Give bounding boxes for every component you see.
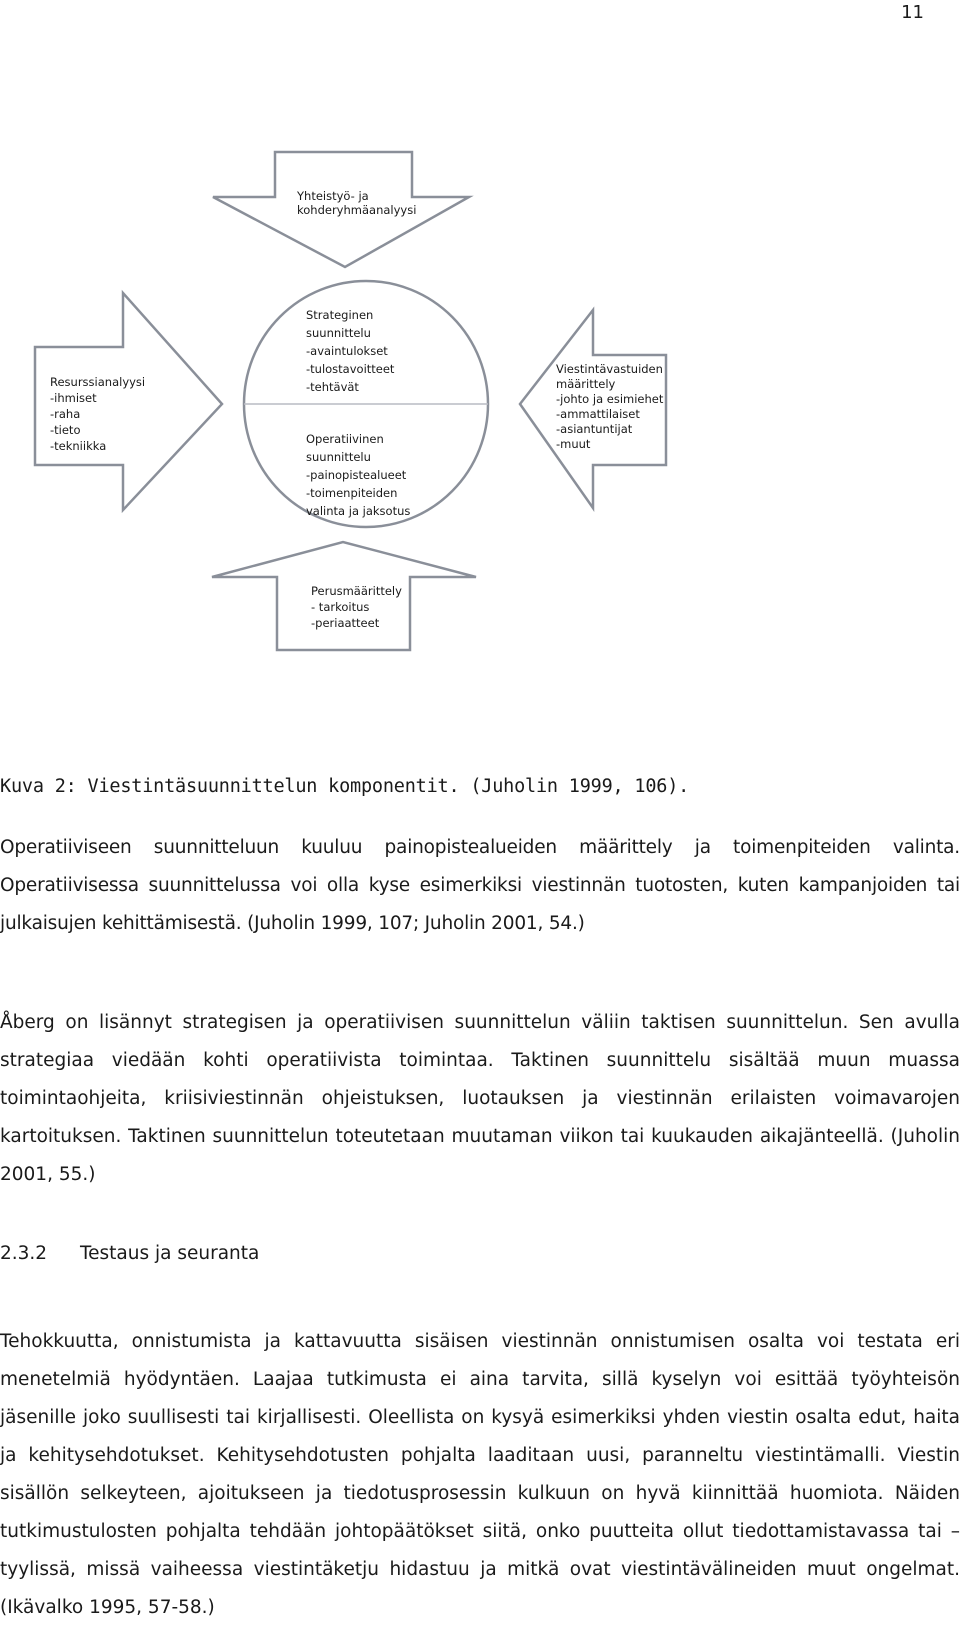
figure-caption: Kuva 2: Viestintäsuunnittelun komponentit. (Juholin 1999, 106). bbox=[0, 776, 690, 797]
section-title: Testaus ja seuranta bbox=[80, 1243, 260, 1264]
left-arrow-line: -raha bbox=[50, 407, 81, 421]
paragraph-tactical-planning: Åberg on lisännyt strategisen ja operatiivisen suunnittelun väliin taktisen suunnittelun. Sen avulla strategiaa viedään kohti operatiivista toimintaa. Taktinen suunnittelu sisältää muun muassa toimintaohjeita, kriisiviestinnän ohjeistuksen, luotauksen ja viestinnän erilaisten voimavarojen kartoituksen. Taktinen suunnittelun toteutetaan muutaman viikon tai kuukauden aikajänteellä. (Juholin 2001, 55.) bbox=[0, 1012, 960, 1185]
page-number: 11 bbox=[901, 2, 924, 23]
bottom-arrow-line: Perusmäärittely bbox=[311, 584, 402, 598]
communication-planning-diagram bbox=[0, 140, 960, 670]
left-arrow-line: -ihmiset bbox=[50, 391, 97, 405]
circle-lower-line: valinta ja jaksotus bbox=[306, 504, 411, 518]
circle-upper-line: -tehtävät bbox=[306, 380, 359, 394]
circle-upper-line: -avaintulokset bbox=[306, 344, 388, 358]
left-arrow-line: -tieto bbox=[50, 423, 81, 437]
circle-lower-line: suunnittelu bbox=[306, 450, 371, 464]
right-arrow-line: -ammattilaiset bbox=[556, 407, 640, 421]
section-number: 2.3.2 bbox=[0, 1243, 48, 1264]
section-heading bbox=[0, 1243, 259, 1264]
left-arrow-line: Resurssianalyysi bbox=[50, 375, 146, 389]
paragraph-testing: Tehokkuutta, onnistumista ja kattavuutta sisäisen viestinnän onnistumisen osalta voi testata eri menetelmiä hyödyntäen. Laajaa tutkimusta ei aina tarvita, sillä kyselyn voi esittää työyhteisön jäsenille joko suullisesti tai kirjallisesti. Oleellista on kysyä esimerkiksi yhden viestin osalta edut, haita ja kehitysehdotukset. Kehitysehdotusten pohjalta laaditaan uusi, paranneltu viestintämalli. Viestin sisällön selkeyteen, ajoitukseen ja tiedotusprosessin kulkuun on hyvä kiinnittää huomiota. Näiden tutkimustulosten pohjalta tehdään johtopäätökset siitä, onko puutteita ollut tiedottamistavassa tai –tyylissä, missä vaiheessa viestintäketju hidastuu ja mitkä ovat viestintävälineiden muut ongelmat. (Ikävalko 1995, 57-58.) bbox=[0, 1331, 960, 1618]
circle-upper-line: Strateginen bbox=[306, 308, 374, 322]
paragraph-operative-planning: Operatiiviseen suunnitteluun kuuluu painopistealueiden määrittely ja toimenpiteiden valinta. Operatiivisessa suunnittelussa voi olla kyse esimerkiksi viestinnän tuotosten, kuten kampanjoiden tai julkaisujen kehittämisestä. (Juholin 1999, 107; Juholin 2001, 54.) bbox=[0, 837, 960, 934]
right-arrow-line: määrittely bbox=[556, 377, 616, 391]
left-arrow-line: -tekniikka bbox=[50, 439, 107, 453]
circle-lower-line: -painopistealueet bbox=[306, 468, 407, 482]
right-arrow-line: -asiantuntijat bbox=[556, 422, 633, 436]
top-arrow-line: kohderyhmäanalyysi bbox=[297, 203, 417, 217]
circle-upper-line: suunnittelu bbox=[306, 326, 371, 340]
right-arrow-line: Viestintävastuiden bbox=[556, 362, 663, 376]
right-arrow-line: -muut bbox=[556, 437, 591, 451]
right-arrow-line: -johto ja esimiehet bbox=[556, 392, 664, 406]
circle-lower-line: Operatiivinen bbox=[306, 432, 384, 446]
top-arrow-line: Yhteistyö- ja bbox=[297, 189, 369, 203]
bottom-arrow-line: - tarkoitus bbox=[311, 600, 370, 614]
circle-upper-line: -tulostavoitteet bbox=[306, 362, 395, 376]
bottom-arrow-line: -periaatteet bbox=[311, 616, 380, 630]
circle-lower-line: -toimenpiteiden bbox=[306, 486, 398, 500]
